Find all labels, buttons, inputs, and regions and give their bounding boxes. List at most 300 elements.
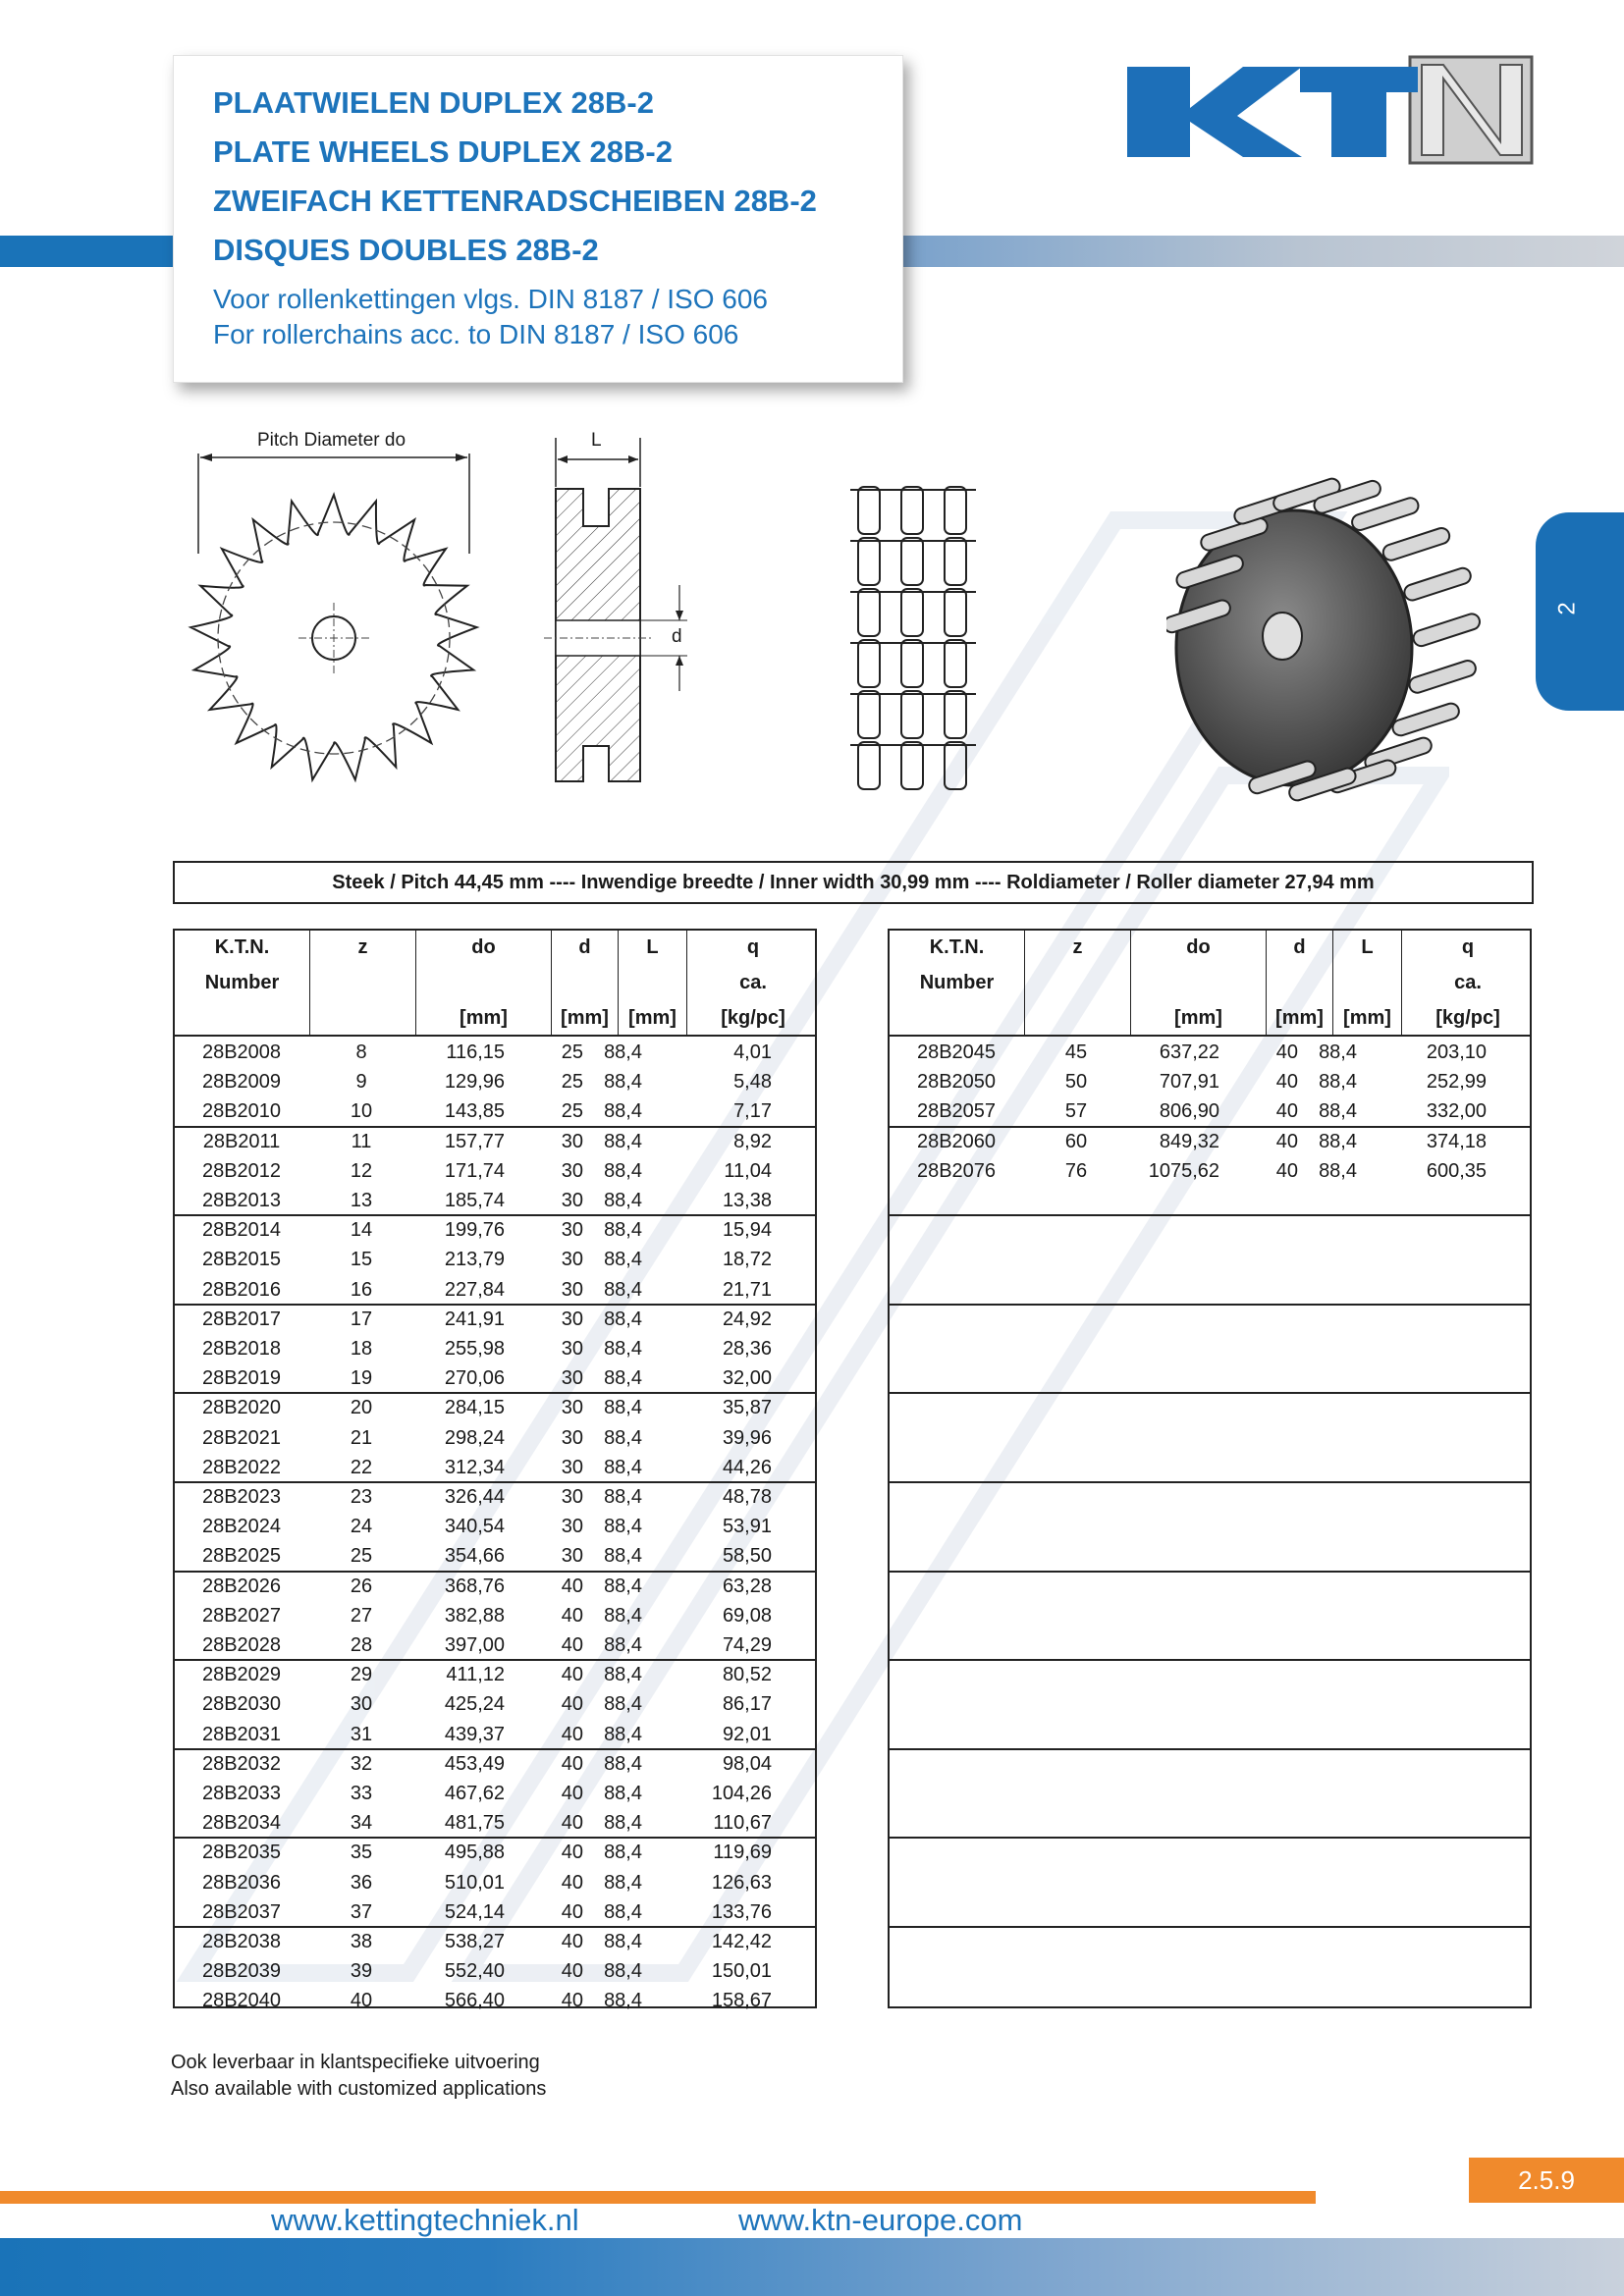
cell-d: 40 bbox=[561, 1812, 583, 1835]
cell-ktn: 28B2008 bbox=[201, 1041, 282, 1063]
cell-z: 27 bbox=[350, 1604, 373, 1627]
header-L-line: [mm] bbox=[628, 1007, 677, 1029]
group-separator bbox=[890, 1837, 1530, 1839]
cell-d: 30 bbox=[561, 1249, 583, 1271]
cell-q: 21,71 bbox=[722, 1278, 772, 1301]
table-row bbox=[175, 1128, 815, 1157]
footnote-nl: Ook leverbaar in klantspecifieke uitvoering bbox=[171, 2052, 540, 2073]
header-d-line: d bbox=[1293, 936, 1306, 958]
cell-do: 397,00 bbox=[444, 1634, 505, 1656]
cell-ktn: 28B2076 bbox=[916, 1159, 997, 1182]
header-d-line: [mm] bbox=[561, 1007, 609, 1029]
cell-z: 28 bbox=[350, 1634, 373, 1656]
table-row bbox=[175, 1276, 815, 1306]
cell-q: 80,52 bbox=[722, 1664, 772, 1686]
footnote bbox=[171, 2050, 546, 2103]
cell-do: 199,76 bbox=[444, 1219, 505, 1242]
cell-d: 30 bbox=[561, 1516, 583, 1538]
cell-ktn: 28B2039 bbox=[201, 1960, 282, 1983]
table-row bbox=[175, 1216, 815, 1246]
cell-L: 88,4 bbox=[1319, 1130, 1357, 1152]
cell-L: 88,4 bbox=[604, 1219, 642, 1242]
footnote-en: Also available with customized applications bbox=[171, 2078, 547, 2100]
cell-do: 368,76 bbox=[444, 1575, 505, 1597]
cell-q: 74,29 bbox=[722, 1634, 772, 1656]
group-separator bbox=[890, 1748, 1530, 1750]
cell-d: 30 bbox=[561, 1397, 583, 1419]
table-row bbox=[175, 1987, 815, 2016]
cell-d: 30 bbox=[561, 1308, 583, 1330]
cell-z: 60 bbox=[1064, 1130, 1088, 1152]
cell-d: 40 bbox=[561, 1634, 583, 1656]
table-row bbox=[175, 1187, 815, 1216]
cell-ktn: 28B2031 bbox=[201, 1723, 282, 1745]
cell-ktn: 28B2038 bbox=[201, 1931, 282, 1952]
cell-do: 495,88 bbox=[444, 1842, 505, 1864]
cell-do: 241,91 bbox=[444, 1308, 505, 1330]
cell-do: 806,90 bbox=[1159, 1100, 1219, 1123]
cell-q: 92,01 bbox=[722, 1723, 772, 1745]
chain-link-plate bbox=[901, 691, 923, 738]
cell-d: 40 bbox=[561, 1723, 583, 1745]
cell-ktn: 28B2016 bbox=[201, 1278, 282, 1301]
cell-z: 14 bbox=[350, 1219, 373, 1242]
cell-d: 40 bbox=[1275, 1100, 1298, 1123]
cell-q: 150,01 bbox=[711, 1960, 772, 1983]
cell-L: 88,4 bbox=[604, 1041, 642, 1063]
chapter-tab-label: 2 bbox=[1553, 602, 1581, 615]
table-row bbox=[175, 1869, 815, 1898]
cell-z: 20 bbox=[350, 1397, 373, 1419]
chain-link-plate bbox=[945, 589, 966, 636]
cell-ktn: 28B2034 bbox=[201, 1812, 282, 1835]
table-row bbox=[890, 1039, 1530, 1068]
cell-do: 453,49 bbox=[444, 1752, 505, 1775]
cell-L: 88,4 bbox=[604, 1634, 642, 1656]
cell-L: 88,4 bbox=[604, 1545, 642, 1568]
render-roller bbox=[1407, 659, 1478, 695]
cell-do: 298,24 bbox=[444, 1426, 505, 1449]
cell-q: 332,00 bbox=[1426, 1100, 1487, 1123]
header-q-line: q bbox=[746, 936, 760, 958]
cell-ktn: 28B2019 bbox=[201, 1367, 282, 1390]
cell-d: 40 bbox=[561, 1783, 583, 1804]
cell-z: 32 bbox=[350, 1752, 373, 1775]
cell-q: 203,10 bbox=[1426, 1041, 1487, 1063]
title-line-en: PLATE WHEELS DUPLEX 28B-2 bbox=[213, 134, 673, 169]
cell-d: 40 bbox=[561, 1752, 583, 1775]
group-separator bbox=[890, 1926, 1530, 1928]
cell-z: 34 bbox=[350, 1812, 373, 1835]
cell-z: 25 bbox=[350, 1545, 373, 1568]
cell-ktn: 28B2037 bbox=[201, 1900, 282, 1923]
cell-q: 252,99 bbox=[1426, 1071, 1487, 1094]
cell-do: 171,74 bbox=[444, 1159, 505, 1182]
header-ktn bbox=[175, 931, 310, 1035]
cell-ktn: 28B2011 bbox=[202, 1130, 281, 1152]
cell-L: 88,4 bbox=[604, 1100, 642, 1123]
cell-q: 63,28 bbox=[722, 1575, 772, 1597]
cell-d: 30 bbox=[561, 1456, 583, 1478]
table-row bbox=[175, 1661, 815, 1690]
cell-z: 11 bbox=[351, 1130, 372, 1152]
cell-ktn: 28B2015 bbox=[201, 1249, 282, 1271]
footer-link-kettingtechniek[interactable]: www.kettingtechniek.nl bbox=[271, 2203, 579, 2237]
cell-z: 31 bbox=[350, 1723, 373, 1745]
cell-do: 143,85 bbox=[444, 1100, 505, 1123]
table-row bbox=[175, 1424, 815, 1454]
cell-q: 158,67 bbox=[711, 1990, 772, 2012]
table-row bbox=[175, 1483, 815, 1513]
cell-ktn: 28B2022 bbox=[201, 1456, 282, 1478]
table-row bbox=[175, 1394, 815, 1423]
group-separator bbox=[890, 1571, 1530, 1573]
cell-ktn: 28B2027 bbox=[201, 1604, 282, 1627]
cell-z: 15 bbox=[350, 1249, 373, 1271]
cell-d: 40 bbox=[561, 1931, 583, 1952]
header-q-line: ca. bbox=[1454, 972, 1482, 993]
footer-blue-band bbox=[0, 2238, 1624, 2296]
cell-L: 88,4 bbox=[604, 1693, 642, 1716]
table-row bbox=[175, 1721, 815, 1750]
render-roller bbox=[1402, 566, 1473, 603]
chain-link-plate bbox=[901, 538, 923, 585]
cell-ktn: 28B2017 bbox=[201, 1308, 282, 1330]
cell-d: 25 bbox=[561, 1100, 583, 1123]
header-d bbox=[552, 931, 619, 1035]
header-ktn-line: K.T.N. bbox=[929, 936, 985, 958]
cell-ktn: 28B2028 bbox=[201, 1634, 282, 1656]
chain-link-plate bbox=[901, 487, 923, 534]
cell-q: 600,35 bbox=[1426, 1159, 1487, 1182]
cell-do: 340,54 bbox=[444, 1516, 505, 1538]
cell-ktn: 28B2021 bbox=[201, 1426, 282, 1449]
cell-do: 566,40 bbox=[444, 1990, 505, 2012]
cell-q: 39,96 bbox=[722, 1426, 772, 1449]
table-row bbox=[175, 1690, 815, 1720]
cell-L: 88,4 bbox=[604, 1871, 642, 1894]
cell-do: 439,37 bbox=[444, 1723, 505, 1745]
cell-q: 7,17 bbox=[733, 1100, 772, 1123]
cell-q: 5,48 bbox=[733, 1071, 772, 1094]
cell-q: 8,92 bbox=[733, 1130, 772, 1152]
cell-ktn: 28B2014 bbox=[201, 1219, 282, 1242]
cell-L: 88,4 bbox=[604, 1190, 642, 1211]
header-d bbox=[1267, 931, 1333, 1035]
cell-L: 88,4 bbox=[604, 1723, 642, 1745]
cell-ktn: 28B2023 bbox=[201, 1486, 282, 1508]
cell-ktn: 28B2026 bbox=[201, 1575, 282, 1597]
table-row bbox=[175, 1631, 815, 1661]
cell-z: 50 bbox=[1064, 1071, 1088, 1094]
cell-q: 86,17 bbox=[722, 1693, 772, 1716]
cell-q: 374,18 bbox=[1426, 1130, 1487, 1152]
cell-do: 510,01 bbox=[444, 1871, 505, 1894]
table-row bbox=[175, 1306, 815, 1335]
cell-do: 382,88 bbox=[444, 1604, 505, 1627]
cell-d: 25 bbox=[561, 1071, 583, 1094]
table-row bbox=[890, 1157, 1530, 1187]
render-roller bbox=[1412, 612, 1483, 648]
cell-z: 23 bbox=[350, 1486, 373, 1508]
cell-L: 88,4 bbox=[1319, 1100, 1357, 1123]
header-ktn-line: K.T.N. bbox=[214, 936, 270, 958]
header-ktn-line: Number bbox=[204, 972, 280, 993]
cell-z: 29 bbox=[350, 1664, 373, 1686]
cell-do: 312,34 bbox=[444, 1456, 505, 1478]
cell-d: 25 bbox=[561, 1041, 583, 1063]
cell-ktn: 28B2057 bbox=[916, 1100, 997, 1123]
header-do-line: do bbox=[1186, 936, 1211, 958]
chain-link-plate bbox=[858, 589, 880, 636]
cell-d: 40 bbox=[1275, 1159, 1298, 1182]
cell-d: 30 bbox=[561, 1426, 583, 1449]
cell-do: 524,14 bbox=[444, 1900, 505, 1923]
cell-q: 24,92 bbox=[722, 1308, 772, 1330]
cell-do: 425,24 bbox=[444, 1693, 505, 1716]
header-q bbox=[687, 931, 819, 1035]
cell-do: 467,62 bbox=[444, 1783, 505, 1804]
table-row bbox=[175, 1839, 815, 1868]
cell-ktn: 28B2025 bbox=[201, 1545, 282, 1568]
group-separator bbox=[890, 1304, 1530, 1306]
cell-ktn: 28B2009 bbox=[201, 1071, 282, 1094]
cell-d: 30 bbox=[561, 1159, 583, 1182]
header-q-line: q bbox=[1461, 936, 1475, 958]
cell-d: 30 bbox=[561, 1486, 583, 1508]
cell-d: 40 bbox=[561, 1871, 583, 1894]
cell-L: 88,4 bbox=[604, 1426, 642, 1449]
cell-d: 40 bbox=[561, 1960, 583, 1983]
table-row bbox=[175, 1602, 815, 1631]
cell-z: 16 bbox=[350, 1278, 373, 1301]
cell-d: 40 bbox=[561, 1604, 583, 1627]
cell-L: 88,4 bbox=[604, 1397, 642, 1419]
cell-z: 40 bbox=[350, 1990, 373, 2012]
cell-do: 284,15 bbox=[444, 1397, 505, 1419]
group-separator bbox=[890, 1481, 1530, 1483]
cell-L: 88,4 bbox=[604, 1960, 642, 1983]
cell-q: 133,76 bbox=[711, 1900, 772, 1923]
cell-z: 10 bbox=[350, 1100, 373, 1123]
header-ktn-line: Number bbox=[919, 972, 995, 993]
cell-L: 88,4 bbox=[604, 1752, 642, 1775]
header-q bbox=[1402, 931, 1534, 1035]
chain-link-plate bbox=[945, 487, 966, 534]
table-row bbox=[890, 1128, 1530, 1157]
chain-link-plate bbox=[858, 487, 880, 534]
cell-z: 24 bbox=[350, 1516, 373, 1538]
table-row bbox=[175, 1068, 815, 1097]
chain-side-view-drawing bbox=[846, 481, 980, 793]
cell-L: 88,4 bbox=[1319, 1071, 1357, 1094]
cell-ktn: 28B2010 bbox=[201, 1100, 282, 1123]
cell-L: 88,4 bbox=[604, 1900, 642, 1923]
header-z-line: z bbox=[1072, 936, 1083, 958]
cell-L: 88,4 bbox=[604, 1783, 642, 1804]
cell-do: 552,40 bbox=[444, 1960, 505, 1983]
cell-L: 88,4 bbox=[1319, 1159, 1357, 1182]
header-z bbox=[310, 931, 416, 1035]
cell-ktn: 28B2030 bbox=[201, 1693, 282, 1716]
chain-link-plate bbox=[858, 742, 880, 789]
cell-ktn: 28B2035 bbox=[201, 1842, 282, 1864]
header-q-line: [kg/pc] bbox=[1435, 1007, 1500, 1029]
cell-do: 411,12 bbox=[446, 1664, 505, 1686]
table-row bbox=[175, 1809, 815, 1839]
cell-L: 88,4 bbox=[604, 1071, 642, 1094]
chain-link-plate bbox=[858, 538, 880, 585]
cell-do: 481,75 bbox=[444, 1812, 505, 1835]
cell-z: 76 bbox=[1064, 1159, 1088, 1182]
footer-orange-line bbox=[0, 2191, 1316, 2204]
cell-L: 88,4 bbox=[604, 1812, 642, 1835]
header-L-line: L bbox=[646, 936, 659, 958]
cell-L: 88,4 bbox=[604, 1604, 642, 1627]
cell-ktn: 28B2033 bbox=[201, 1783, 282, 1804]
header-L-line: L bbox=[1361, 936, 1374, 958]
cell-z: 37 bbox=[350, 1900, 373, 1923]
table-row bbox=[175, 1454, 815, 1483]
cell-q: 104,26 bbox=[711, 1783, 772, 1804]
table-row bbox=[175, 1513, 815, 1542]
cell-L: 88,4 bbox=[604, 1842, 642, 1864]
cell-d: 40 bbox=[561, 1900, 583, 1923]
table-row bbox=[890, 1097, 1530, 1127]
page-number: 2.5.9 bbox=[1469, 2158, 1624, 2203]
cell-d: 40 bbox=[561, 1575, 583, 1597]
cell-do: 185,74 bbox=[444, 1190, 505, 1211]
cell-z: 39 bbox=[350, 1960, 373, 1983]
cell-L: 88,4 bbox=[1319, 1041, 1357, 1063]
sprocket-table-right bbox=[888, 929, 1532, 2008]
cell-q: 18,72 bbox=[722, 1249, 772, 1271]
cell-ktn: 28B2018 bbox=[201, 1338, 282, 1360]
cell-do: 227,84 bbox=[444, 1278, 505, 1301]
render-roller bbox=[1381, 526, 1452, 562]
chain-link-plate bbox=[945, 640, 966, 687]
chain-link-plate bbox=[858, 691, 880, 738]
cell-L: 88,4 bbox=[604, 1338, 642, 1360]
cell-z: 21 bbox=[350, 1426, 373, 1449]
footer-link-ktn-europe[interactable]: www.ktn-europe.com bbox=[738, 2203, 1023, 2237]
cell-q: 126,63 bbox=[711, 1871, 772, 1894]
cell-ktn: 28B2020 bbox=[201, 1397, 282, 1419]
cell-q: 98,04 bbox=[722, 1752, 772, 1775]
chain-link-plate bbox=[901, 589, 923, 636]
width-label: L bbox=[591, 430, 602, 451]
header-z bbox=[1025, 931, 1131, 1035]
cell-ktn: 28B2045 bbox=[916, 1041, 997, 1063]
cell-do: 849,32 bbox=[1159, 1130, 1219, 1152]
cell-q: 53,91 bbox=[722, 1516, 772, 1538]
cell-q: 13,38 bbox=[722, 1190, 772, 1211]
chapter-tab[interactable] bbox=[1536, 512, 1624, 711]
table-row bbox=[175, 1898, 815, 1928]
cell-d: 30 bbox=[561, 1545, 583, 1568]
cell-z: 18 bbox=[350, 1338, 373, 1360]
cell-do: 637,22 bbox=[1159, 1041, 1219, 1063]
cell-do: 1075,62 bbox=[1148, 1159, 1219, 1182]
cell-d: 30 bbox=[561, 1278, 583, 1301]
header-do-line: [mm] bbox=[460, 1007, 508, 1029]
spec-bar: Steek / Pitch 44,45 mm ---- Inwendige breedte / Inner width 30,99 mm ---- Roldiameter / Roller diameter 27,94 mm bbox=[173, 861, 1534, 904]
table-row bbox=[175, 1039, 815, 1068]
cell-d: 40 bbox=[1275, 1130, 1298, 1152]
cell-do: 326,44 bbox=[444, 1486, 505, 1508]
cell-q: 69,08 bbox=[722, 1604, 772, 1627]
cell-do: 116,15 bbox=[446, 1041, 505, 1063]
cell-do: 354,66 bbox=[444, 1545, 505, 1568]
cell-z: 57 bbox=[1064, 1100, 1088, 1123]
cell-d: 40 bbox=[1275, 1041, 1298, 1063]
pitch-diameter-label: Pitch Diameter do bbox=[257, 430, 406, 451]
cell-L: 88,4 bbox=[604, 1278, 642, 1301]
header-L bbox=[619, 931, 687, 1035]
group-separator bbox=[890, 1214, 1530, 1216]
header-do bbox=[416, 931, 552, 1035]
cell-ktn: 28B2060 bbox=[916, 1130, 997, 1152]
cell-q: 110,67 bbox=[713, 1812, 772, 1835]
table-row bbox=[890, 1068, 1530, 1097]
chain-link-plate bbox=[945, 691, 966, 738]
table-row bbox=[175, 1335, 815, 1364]
table-row bbox=[175, 1957, 815, 1987]
cell-d: 40 bbox=[561, 1990, 583, 2012]
cell-z: 33 bbox=[350, 1783, 373, 1804]
cell-q: 11,04 bbox=[724, 1159, 772, 1182]
cell-d: 30 bbox=[561, 1130, 583, 1152]
cell-ktn: 28B2029 bbox=[201, 1664, 282, 1686]
sprocket-front-view-drawing bbox=[183, 424, 487, 797]
cell-z: 19 bbox=[350, 1367, 373, 1390]
cell-ktn: 28B2040 bbox=[201, 1990, 282, 2012]
header-do-line: do bbox=[471, 936, 496, 958]
cell-z: 8 bbox=[355, 1041, 367, 1063]
ktn-logo bbox=[1127, 53, 1534, 167]
title-line-nl: PLAATWIELEN DUPLEX 28B-2 bbox=[213, 85, 654, 120]
header-do bbox=[1131, 931, 1267, 1035]
header-q-line: ca. bbox=[739, 972, 767, 993]
table-row bbox=[175, 1573, 815, 1602]
table-row bbox=[175, 1928, 815, 1957]
cell-do: 255,98 bbox=[444, 1338, 505, 1360]
cell-ktn: 28B2036 bbox=[201, 1871, 282, 1894]
title-card bbox=[173, 55, 903, 383]
header-d-line: d bbox=[578, 936, 591, 958]
cell-q: 4,01 bbox=[733, 1041, 772, 1063]
cell-q: 15,94 bbox=[722, 1219, 772, 1242]
cell-z: 38 bbox=[350, 1931, 373, 1952]
cell-d: 30 bbox=[561, 1338, 583, 1360]
header-z-line: z bbox=[357, 936, 368, 958]
cell-d: 30 bbox=[561, 1219, 583, 1242]
cell-ktn: 28B2050 bbox=[916, 1071, 997, 1094]
cell-L: 88,4 bbox=[604, 1990, 642, 2012]
cell-do: 129,96 bbox=[444, 1071, 505, 1094]
cell-q: 28,36 bbox=[722, 1338, 772, 1360]
cell-d: 40 bbox=[561, 1664, 583, 1686]
cell-L: 88,4 bbox=[604, 1486, 642, 1508]
chain-link-plate bbox=[901, 640, 923, 687]
subtitle-en: For rollerchains acc. to DIN 8187 / ISO 606 bbox=[213, 319, 739, 349]
header-L bbox=[1333, 931, 1402, 1035]
bore-label: d bbox=[672, 626, 682, 647]
subtitle-nl: Voor rollenkettingen vlgs. DIN 8187 / ISO 606 bbox=[213, 284, 768, 314]
cell-q: 119,69 bbox=[713, 1842, 772, 1864]
sprocket-side-section-drawing bbox=[530, 428, 707, 791]
cell-q: 48,78 bbox=[722, 1486, 772, 1508]
